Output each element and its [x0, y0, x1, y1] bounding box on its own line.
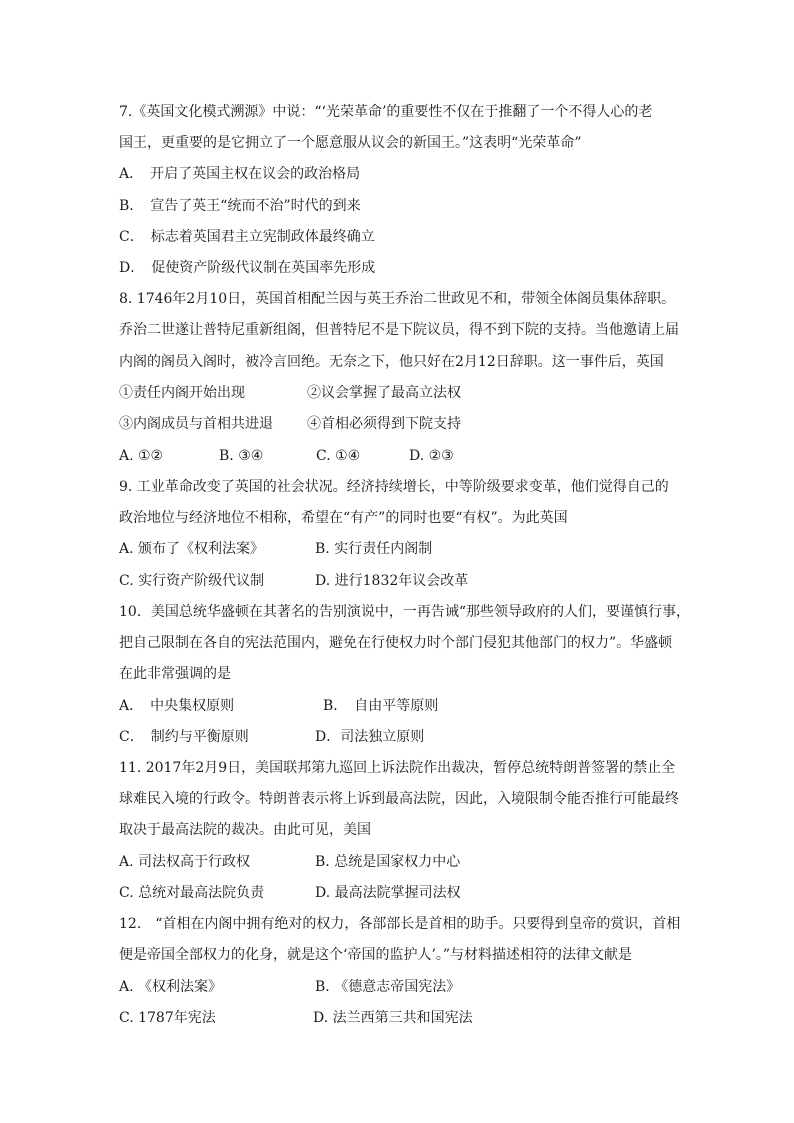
question-9-option-a[interactable]: A. 颁布了《权利法案》 — [119, 541, 265, 557]
question-11-stem-line-1: 11. 2017年2月9日，美国联邦第九巡回上诉法院作出裁决，暂停总统特朗普签署的禁止全 — [119, 760, 676, 776]
question-8-statement-3: ③内阁成员与首相共进退 — [119, 416, 273, 432]
question-11-option-b[interactable]: B. 总统是国家权力中心 — [315, 854, 461, 870]
question-7-option-d[interactable]: D． 促使资产阶级代议制在英国率先形成 — [119, 260, 376, 276]
question-12-option-a[interactable]: A. 《权利法案》 — [119, 979, 223, 995]
question-8-statement-1: ①责任内阁开始出现 — [119, 385, 245, 401]
question-10-option-d[interactable]: D．司法独立原则 — [315, 729, 425, 745]
question-8-option-d[interactable]: D. ②③ — [409, 448, 454, 464]
question-12-stem-line-1: 12. “首相在内阁中拥有绝对的权力，各部部长是首相的助手。只要得到皇帝的赏识，首相 — [119, 916, 681, 932]
question-8-stem-line-1: 8. 1746年2月10日，英国首相配兰因与英王乔治二世政见不和，带领全体阁员集体辞职。 — [119, 291, 676, 307]
question-7-option-c[interactable]: C． 标志着英国君主立宪制政体最终确立 — [119, 229, 375, 245]
question-10-option-a[interactable]: A． 中央集权原则 — [119, 698, 235, 714]
question-9-option-d[interactable]: D. 进行1832年议会改革 — [315, 573, 469, 589]
question-7-stem-line-2: 国王，更重要的是它拥立了一个愿意服从议会的新国王。”这表明“光荣革命” — [119, 135, 582, 151]
question-12-option-b[interactable]: B. 《德意志帝国宪法》 — [315, 979, 461, 995]
question-8-option-c[interactable]: C. ①④ — [316, 448, 361, 464]
question-11-option-d[interactable]: D. 最高法院掌握司法权 — [315, 885, 461, 901]
question-10-stem-line-3: 在此非常强调的是 — [119, 666, 231, 682]
question-10-option-c[interactable]: C． 制约与平衡原则 — [119, 729, 249, 745]
question-11-stem-line-2: 球难民入境的行政令。特朗普表示将上诉到最高法院，因此，入境限制令能否推行可能最终 — [119, 791, 679, 807]
question-8-statement-2: ②议会掌握了最高立法权 — [307, 385, 461, 401]
question-12-option-c[interactable]: C. 1787年宪法 — [119, 1010, 216, 1026]
question-9-stem-line-1: 9. 工业革命改变了英国的社会状况。经济持续增长，中等阶级要求变革，他们觉得自己的 — [119, 479, 669, 495]
question-8-stem-line-2: 乔治二世遂让普特尼重新组阁，但普特尼不是下院议员，得不到下院的支持。当他邀请上届 — [119, 322, 679, 338]
question-7-stem-line-1: 7.《英国文化模式溯源》中说：“‘光荣革命’的重要性不仅在于推翻了一个不得人心的老 — [119, 104, 653, 120]
question-8-option-a[interactable]: A. ①② — [119, 448, 164, 464]
question-11-option-a[interactable]: A. 司法权高于行政权 — [119, 854, 251, 870]
question-11-stem-line-3: 取决于最高法院的裁决。由此可见，美国 — [119, 822, 371, 838]
question-8-option-b[interactable]: B. ③④ — [219, 448, 264, 464]
question-7-option-a[interactable]: A． 开启了英国主权在议会的政治格局 — [119, 166, 361, 182]
question-10-option-b[interactable]: B． 自由平等原则 — [323, 698, 439, 714]
question-9-option-b[interactable]: B. 实行责任内阁制 — [315, 541, 433, 557]
question-12-option-d[interactable]: D. 法兰西第三共和国宪法 — [313, 1010, 473, 1026]
question-9-stem-line-2: 政治地位与经济地位不相称，希望在“有产”的同时也要“有权”。为此英国 — [119, 510, 568, 526]
question-8-stem-line-3: 内阁的阁员入阁时，被冷言回绝。无奈之下，他只好在2月12日辞职。这一事件后，英国 — [119, 354, 664, 370]
question-11-option-c[interactable]: C. 总统对最高法院负责 — [119, 885, 265, 901]
question-7-option-b[interactable]: B． 宣告了英王“统而不治”时代的到来 — [119, 198, 361, 214]
question-10-stem-line-1: 10．美国总统华盛顿在其著名的告别演说中，一再告诫“那些领导政府的人们，要谨慎行事， — [119, 604, 690, 620]
question-10-stem-line-2: 把自己限制在各自的宪法范围内，避免在行使权力时个部门侵犯其他部门的权力”。华盛顿 — [119, 635, 673, 651]
question-12-stem-line-2: 便是帝国全部权力的化身，就是这个‘帝国的监护人’。”与材料描述相符的法律文献是 — [119, 947, 633, 963]
question-9-option-c[interactable]: C. 实行资产阶级代议制 — [119, 573, 265, 589]
question-8-statement-4: ④首相必须得到下院支持 — [307, 416, 461, 432]
